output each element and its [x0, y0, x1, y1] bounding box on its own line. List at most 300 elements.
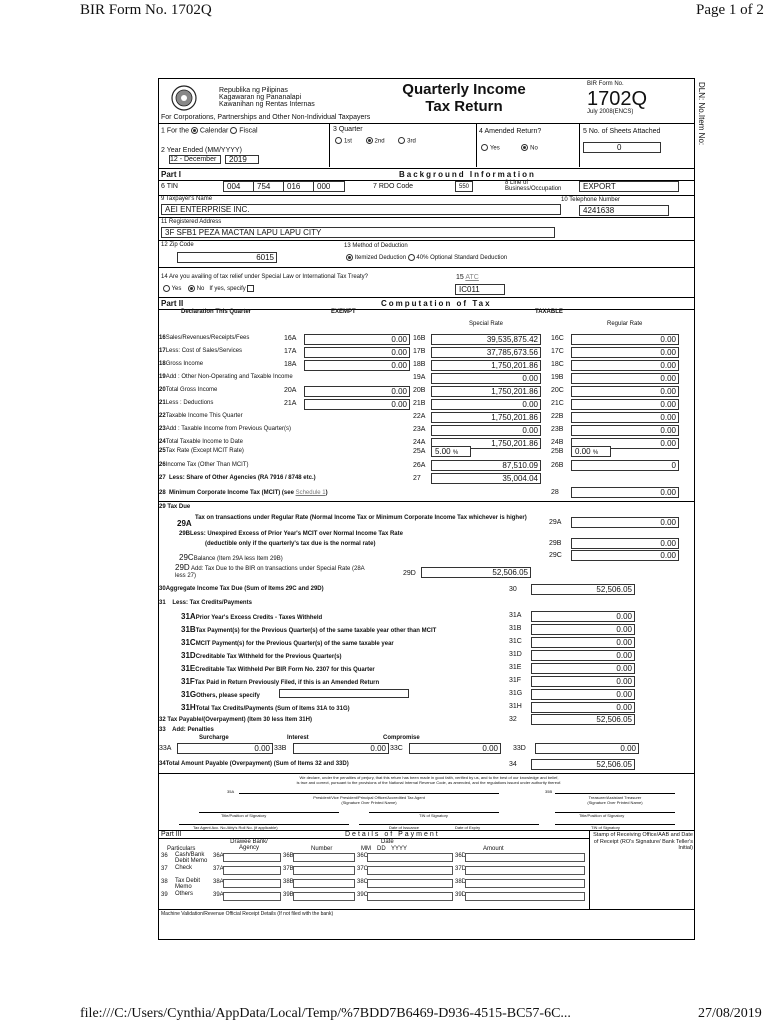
tin-part1[interactable]: 004 [223, 181, 255, 192]
payment-number-input[interactable] [293, 879, 355, 888]
row29a-input[interactable]: 0.00 [571, 517, 679, 528]
row29a-code-right: 29A [549, 519, 562, 526]
row-label [159, 413, 243, 419]
part1-title: Background Information [399, 170, 536, 179]
amended-yes-radio[interactable] [481, 144, 488, 151]
row-text: Total Taxable Income to Date [165, 439, 243, 445]
interest-label: Interest [287, 735, 309, 741]
credit-code: 31H [181, 703, 196, 712]
row-code-c: 16C [551, 335, 564, 342]
issuance-caption: Date of Issuance [389, 825, 420, 830]
payment-date-input[interactable] [367, 866, 453, 875]
treaty-yes-label: Yes [171, 286, 182, 293]
credit-code: 31G [181, 690, 197, 699]
row25b-value: 0.00 [575, 447, 591, 456]
row25-label: 25Tax Rate (Except MCIT Rate) [159, 448, 244, 454]
lob-input[interactable]: EXPORT [579, 181, 679, 192]
item5-label: 5 No. of Sheets Attached [583, 128, 661, 135]
print-footer-right: 27/08/2019 [698, 1006, 762, 1021]
row-special-input[interactable]: 1,750,201.86 [431, 412, 541, 423]
row25-code-b: 25B [551, 448, 564, 455]
row-label [159, 335, 249, 341]
payment-amount-input[interactable] [465, 866, 585, 875]
row-code-b: 22A [413, 413, 426, 420]
row-code-b: 24A [413, 439, 426, 446]
row29c-input[interactable]: 0.00 [571, 550, 679, 561]
row-code-a: 16A [284, 335, 297, 342]
row29d-input[interactable]: 52,506.05 [421, 567, 531, 578]
bir-form-1702q [158, 78, 695, 940]
payment-bank-input[interactable] [223, 866, 281, 875]
credit-code: 31D [181, 651, 196, 660]
credit-input[interactable]: 0.00 [531, 663, 635, 674]
row-label [159, 374, 293, 380]
col-regular-rate: Regular Rate [607, 321, 643, 327]
col-date: Date [381, 839, 394, 845]
row29a-code: 29A [177, 519, 192, 528]
specify-checkbox[interactable] [247, 285, 254, 292]
q1-label: 1st [343, 138, 352, 145]
row-label [159, 348, 242, 354]
row33d-code: 33D [513, 745, 526, 752]
credit-label [181, 677, 379, 686]
row-code-c: 22B [551, 413, 564, 420]
credit-input[interactable]: 0.00 [531, 689, 635, 700]
payment-row-label: Others [175, 891, 194, 897]
q3-radio[interactable] [398, 137, 405, 144]
row-text: Add : Taxable Income from Previous Quarter(s) [165, 426, 291, 432]
row26-text: Income Tax (Other Than MCIT) [165, 462, 249, 468]
row-text: Less : Deductions [165, 400, 214, 406]
others-specify-input[interactable] [279, 689, 409, 698]
credit-code-right: 31H [509, 703, 522, 710]
row-special-input[interactable]: 1,750,201.86 [431, 438, 541, 449]
row26-label: 26Income Tax (Other Than MCIT) [159, 462, 249, 468]
row34-label: 34Total Amount Payable (Overpayment) (Sum of Items 32 and 33D) [159, 761, 349, 767]
row-regular-input[interactable]: 0.00 [571, 425, 679, 436]
col-yyyy: YYYY [391, 846, 408, 852]
payment-code-c: 39C [357, 892, 369, 898]
col-bank: Drawee Bank/ Agency [230, 839, 268, 851]
payment-code-c: 36C [357, 853, 369, 859]
row-code-b: 18B [413, 361, 426, 368]
payment-number-input[interactable] [293, 853, 355, 862]
dln-label: DLN: No.Item No: [697, 82, 706, 146]
sig35b-number: 35B [545, 789, 553, 794]
row-label [159, 387, 217, 393]
row-number: 20 [159, 387, 166, 393]
row34-code: 34 [509, 761, 517, 768]
row30-label: 30Aggregate Income Tax Due (Sum of Items 29C and 29D) [159, 586, 324, 592]
itemized-radio[interactable] [346, 254, 353, 261]
payment-code-b: 36B [283, 853, 294, 859]
row-code-c: 21C [551, 400, 564, 407]
payment-amount-input[interactable] [465, 892, 585, 901]
agency-block [219, 87, 315, 108]
row32-text: Tax Payable/(Overpayment) (Item 30 less Item 31H) [167, 717, 312, 723]
item2-label: 2 Year Ended (MM/YYYY) [161, 147, 242, 154]
col-amount: Amount [483, 846, 504, 852]
credit-code-right: 31B [509, 625, 522, 632]
row-code-a: 21A [284, 400, 297, 407]
row29-text: Tax Due [167, 504, 191, 510]
row33-text: Add: Penalties [172, 727, 214, 733]
payment-code-d: 36D [455, 853, 467, 859]
tin-label: 6 TIN [161, 183, 178, 190]
row25b-pct: % [592, 450, 599, 456]
telephone-input[interactable]: 4241638 [579, 205, 669, 216]
payment-date-input[interactable] [367, 892, 453, 901]
part1-header [159, 168, 694, 181]
zip-input[interactable]: 6015 [177, 252, 277, 263]
payment-bank-input[interactable] [223, 853, 281, 862]
amended-yes-label: Yes [489, 145, 500, 152]
row-exempt-input[interactable]: 0.00 [304, 347, 410, 358]
credit-text: MCIT Payment(s) for the Previous Quarter(s) of the same taxable year [195, 641, 394, 647]
part1-label: Part I [161, 170, 182, 179]
quarter-options [335, 137, 416, 144]
deduction-label: 13 Method of Deduction [344, 243, 408, 249]
row25a-value: 5.00 [435, 447, 451, 456]
row29b-sub: (deductible only if the quarterly's tax due is the normal rate) [205, 541, 376, 547]
row33-label: 33 Add: Penalties [159, 727, 214, 733]
credit-label [181, 664, 375, 673]
row-number: 21 [159, 400, 166, 406]
row-regular-input[interactable]: 0.00 [571, 438, 679, 449]
sig2-line1: Treasurer/Assistant Treasurer [588, 795, 642, 800]
form-subtitle: For Corporations, Partnerships and Other Non-Individual Taxpayers [161, 114, 371, 121]
row-regular-input[interactable]: 0.00 [571, 386, 679, 397]
col-dd: DD [377, 846, 386, 852]
row-code-b: 20B [413, 387, 426, 394]
payment-bank-input[interactable] [223, 879, 281, 888]
payment-date-input[interactable] [367, 879, 453, 888]
row-text: Add : Other Non-Operating and Taxable Income [165, 374, 293, 380]
payment-bank-input[interactable] [223, 892, 281, 901]
credit-code-right: 31D [509, 651, 522, 658]
atc-number: 15 [456, 274, 464, 281]
row25b-input[interactable] [571, 446, 611, 457]
credit-code: 31E [181, 664, 196, 673]
col-mm: MM [361, 846, 371, 852]
payment-code-a: 37A [213, 866, 224, 872]
row33c-code: 33C [390, 745, 403, 752]
row27-input[interactable]: 35,004.04 [431, 473, 541, 484]
payment-code-a: 39A [213, 892, 224, 898]
fiscal-radio[interactable] [230, 127, 237, 134]
row27-label: 27 Less: Share of Other Agencies (RA 7916 / 8748 etc.) [159, 475, 316, 481]
part3-label: Part III [161, 831, 182, 838]
sig2-tin-caption: TIN of Signatory [591, 825, 620, 830]
row-number: 16 [159, 335, 166, 341]
treaty-no-radio[interactable] [188, 285, 195, 292]
row-special-input[interactable]: 0.00 [431, 373, 541, 384]
row32-input[interactable]: 52,506.05 [531, 714, 635, 725]
row-code-a: 20A [284, 387, 297, 394]
agency-line2: Kagawaran ng Pananalapi [219, 94, 302, 101]
row25a-pct: % [452, 450, 459, 456]
row-code-b: 16B [413, 335, 426, 342]
bir-seal-icon [171, 85, 197, 111]
row-text: Less: Cost of Sales/Services [165, 348, 243, 354]
item4-label: 4 Amended Return? [479, 128, 542, 135]
payment-amount-input[interactable] [465, 853, 585, 862]
credit-code-right: 31C [509, 638, 522, 645]
credit-label [181, 638, 394, 647]
sig35a-number: 35A [227, 789, 235, 794]
item1-label: 1 For the [161, 127, 190, 135]
year-input[interactable]: 2019 [225, 155, 259, 164]
item1-row [161, 127, 258, 134]
sig2-caption [555, 795, 675, 805]
address-label: 11 Registered Address [161, 219, 222, 225]
row29c-code: 29C [549, 552, 562, 559]
tin-part2[interactable]: 754 [253, 181, 285, 192]
amended-no-radio[interactable] [521, 144, 528, 151]
form-title [389, 81, 539, 115]
row-regular-input[interactable]: 0.00 [571, 399, 679, 410]
agent-caption: Tax Agent Acc. No./Atty's Roll No. (if applicable) [193, 825, 278, 830]
rdo-input[interactable]: 550 [455, 181, 473, 192]
credit-input[interactable]: 0.00 [531, 637, 635, 648]
row-code-a: 18A [284, 361, 297, 368]
rdo-label: 7 RDO Code [373, 183, 414, 190]
row29c-label: 29CBalance (Item 29A less Item 29B) [179, 553, 283, 562]
address-input[interactable]: 3F SFB1 PEZA MACTAN LAPU LAPU CITY [161, 227, 555, 238]
col-taxable: TAXABLE [535, 309, 563, 315]
payment-code-a: 38A [213, 879, 224, 885]
osd-label: 40% Optional Standard Deduction [416, 255, 508, 262]
calendar-radio[interactable] [191, 127, 198, 134]
row-special-input[interactable]: 39,535,875.42 [431, 334, 541, 345]
row-regular-input[interactable]: 0.00 [571, 360, 679, 371]
credit-text: Tax Paid in Return Previously Filed, if this is an Amended Return [194, 680, 380, 686]
sig1-line1: President/Vice President/Principal Officer/Accredited Tax Agent [313, 795, 425, 800]
row30-input[interactable]: 52,506.05 [531, 584, 635, 595]
row25a-input[interactable] [431, 446, 471, 457]
col-exempt: EXEMPT [331, 309, 356, 315]
row-code-c: 19B [551, 374, 564, 381]
payment-code-a: 36A [213, 853, 224, 859]
declaration-line1: We declare, under the penalties of perjury, that this return has been made in good faith, verified by us, and to the best of our knowledge and belief, [299, 775, 559, 780]
payment-code-b: 39B [283, 892, 294, 898]
sig2-line2: (Signature Over Printed Name) [587, 800, 643, 805]
form-number: 1702Q [587, 88, 648, 110]
row25-text: Tax Rate (Except MCIT Rate) [165, 448, 244, 454]
sheets-value: 0 [617, 143, 622, 152]
row33b-input[interactable]: 0.00 [293, 743, 389, 754]
row29a-label: Tax on transactions under Regular Rate (Normal Income Tax or Minimum Corporate Income Tax whichever is higher) [195, 515, 527, 521]
q1-radio[interactable] [335, 137, 342, 144]
treaty-label: 14 Are you availing of tax relief under Special Law or International Tax Treaty? [161, 274, 369, 280]
payment-number-input[interactable] [293, 892, 355, 901]
row-code-b: 17B [413, 348, 426, 355]
row-code-b: 19A [413, 374, 426, 381]
row33d-input[interactable]: 0.00 [535, 743, 639, 754]
if-yes-label: If yes, specify [209, 286, 246, 293]
row-exempt-input[interactable]: 0.00 [304, 399, 410, 410]
tin-part3[interactable]: 016 [283, 181, 315, 192]
row-label [159, 426, 291, 432]
row-exempt-input[interactable]: 0.00 [304, 360, 410, 371]
row-number: 18 [159, 361, 166, 367]
osd-radio[interactable] [408, 254, 415, 261]
row34-input[interactable]: 52,506.05 [531, 759, 635, 770]
credit-code-right: 31A [509, 612, 522, 619]
credit-input[interactable]: 0.00 [531, 624, 635, 635]
row-regular-input[interactable]: 0.00 [571, 412, 679, 423]
credit-text: Prior Year's Excess Credits - Taxes Withheld [195, 615, 323, 621]
row-text: Taxable Income This Quarter [165, 413, 243, 419]
credit-label [181, 612, 322, 621]
atc-input[interactable]: IC011 [455, 284, 505, 295]
row29b-input[interactable]: 0.00 [571, 538, 679, 549]
row-label [159, 439, 243, 445]
row-regular-input[interactable]: 0.00 [571, 347, 679, 358]
surcharge-label: Surcharge [199, 735, 229, 741]
sig2-title-caption: Title/Position of Signatory [579, 813, 625, 818]
payment-row-label: Tax Debit Memo [175, 878, 201, 890]
row-code-c: 23B [551, 426, 564, 433]
row-special-input[interactable]: 1,750,201.86 [431, 386, 541, 397]
expiry-caption: Date of Expiry [455, 825, 481, 830]
amended-no-label: No [530, 145, 538, 152]
tin-part4[interactable]: 000 [313, 181, 345, 192]
atc-link[interactable]: ATC [465, 274, 479, 281]
credit-text: Others, please specify [196, 693, 260, 699]
row29d-code: 29D [403, 570, 416, 577]
payment-code-c: 38C [357, 879, 369, 885]
row-text: Total Gross Income [165, 387, 218, 393]
col-particulars: Particulars [167, 846, 196, 852]
payment-code-b: 38B [283, 879, 294, 885]
declaration-line2: is true and correct, pursuant to the provisions of the National Internal Revenue Code, as amended, and the regulations issued under authority thereof. [296, 780, 562, 785]
credit-label [181, 625, 436, 634]
credit-label [181, 703, 350, 712]
name-label: 9 Taxpayer's Name [161, 196, 213, 202]
row33b-code: 33B [274, 745, 287, 752]
credit-input[interactable]: 0.00 [531, 650, 635, 661]
payment-number-input[interactable] [293, 866, 355, 875]
sig1-title-caption: Title/Position of Signatory [221, 813, 267, 818]
row-code-a: 17A [284, 348, 297, 355]
row29-label: 29 Tax Due [159, 504, 191, 510]
row33a-input[interactable]: 0.00 [177, 743, 273, 754]
row26a-input[interactable]: 87,510.09 [431, 460, 541, 471]
agency-line3: Kawanihan ng Rentas Internas [219, 101, 315, 108]
credit-label [181, 651, 342, 660]
row33c-input[interactable]: 0.00 [409, 743, 501, 754]
col-number: Number [311, 846, 333, 852]
payment-row-number: 36 [161, 853, 168, 859]
row-special-input[interactable]: 37,785,673.56 [431, 347, 541, 358]
row29d-text: Add: Tax Due to the BIR on transactions under Special Rate (28A less 27) [175, 566, 365, 579]
row25-code-a: 25A [413, 448, 426, 455]
payment-amount-input[interactable] [465, 879, 585, 888]
credit-input[interactable]: 0.00 [531, 611, 635, 622]
form-no-label: BIR Form No. [587, 81, 624, 87]
machine-validation-label: Machine Validation/Revenue Official Receipt Details (If not filed with the bank) [161, 911, 334, 917]
form-version: July 2008(ENCS) [587, 109, 634, 115]
row27-text: Less: Share of Other Agencies (RA 7916 / 8748 etc.) [169, 475, 316, 481]
credit-text: Creditable Tax Withheld Per BIR Form No. 2307 for this Quarter [195, 667, 375, 673]
row-number: 23 [159, 426, 166, 432]
credit-text: Creditable Tax Withheld for the Previous Quarter(s) [195, 654, 342, 660]
col-declaration: Declaration This Quarter [181, 309, 252, 315]
row34-text: Total Amount Payable (Overpayment) (Sum of Items 32 and 33D) [165, 761, 349, 767]
row-number: 17 [159, 348, 166, 354]
zip-label: 12 Zip Code [161, 242, 194, 248]
credit-input[interactable]: 0.00 [531, 676, 635, 687]
credit-code-right: 31F [509, 677, 522, 684]
payment-row-number: 38 [161, 879, 168, 885]
row-code-b: 21B [413, 400, 426, 407]
row-special-input[interactable]: 1,750,201.86 [431, 360, 541, 371]
row-regular-input[interactable]: 0.00 [571, 373, 679, 384]
q3-label: 3rd [407, 138, 416, 145]
row-code-c: 17C [551, 348, 564, 355]
agency-line1: Republika ng Pilipinas [219, 87, 288, 94]
treaty-options [163, 285, 254, 292]
row-code-c: 24B [551, 439, 564, 446]
row29b-code: 29B [549, 540, 562, 547]
print-header-right: Page 1 of 2 [696, 2, 764, 18]
credit-input[interactable]: 0.00 [531, 702, 635, 713]
itemized-label: Itemized Deduction [354, 255, 407, 262]
part2-label: Part II [161, 299, 184, 308]
amended-options [481, 144, 538, 151]
sheets-input[interactable] [583, 142, 661, 153]
row-exempt-input[interactable]: 0.00 [304, 386, 410, 397]
row-special-input[interactable]: 0.00 [431, 425, 541, 436]
row-code-c: 20C [551, 387, 564, 394]
credit-code-right: 31E [509, 664, 522, 671]
sig1-line2: (Signature Over Printed Name) [341, 800, 397, 805]
q2-radio[interactable] [366, 137, 373, 144]
payment-date-input[interactable] [367, 853, 453, 862]
row-regular-input[interactable]: 0.00 [571, 334, 679, 345]
row-exempt-input[interactable]: 0.00 [304, 334, 410, 345]
row26-code-a: 26A [413, 462, 426, 469]
schedule1-link[interactable]: Schedule 1 [295, 490, 326, 496]
row-number: 22 [159, 413, 166, 419]
part3-title: Details of Payment [345, 831, 440, 838]
form-title-line2: Tax Return [425, 98, 503, 115]
row26b-input[interactable]: 0 [571, 460, 679, 471]
payment-code-d: 39D [455, 892, 467, 898]
payment-row-label: Check [175, 865, 193, 871]
credit-code: 31B [181, 625, 196, 634]
row28-input[interactable]: 0.00 [571, 487, 679, 498]
row-special-input[interactable]: 0.00 [431, 399, 541, 410]
lob-label: 8 Line of Business/Occupation [505, 180, 562, 192]
payment-row-number: 39 [161, 892, 168, 898]
month-select[interactable]: 12 - December [169, 155, 221, 164]
atc-label [456, 274, 479, 281]
row29b-label: 29BLess: Unexpired Excess of Prior Year's MCIT over Normal Income Tax Rate [179, 531, 403, 537]
credit-code: 31C [181, 638, 196, 647]
row-number: 19 [159, 374, 166, 380]
row-text: Sales/Revenues/Receipts/Fees [165, 335, 250, 341]
row28-label: 28 Minimum Corporate Income Tax (MCIT) (see Schedule 1) [159, 490, 328, 496]
credit-code: 31A [181, 612, 196, 621]
fiscal-label: Fiscal [239, 127, 258, 135]
taxpayer-name-input[interactable]: AEI ENTERPRISE INC. [161, 204, 561, 215]
row-label [159, 361, 203, 367]
treaty-yes-radio[interactable] [163, 285, 170, 292]
payment-code-b: 37B [283, 866, 294, 872]
row31-label: 31 Less: Tax Credits/Payments [159, 600, 252, 606]
